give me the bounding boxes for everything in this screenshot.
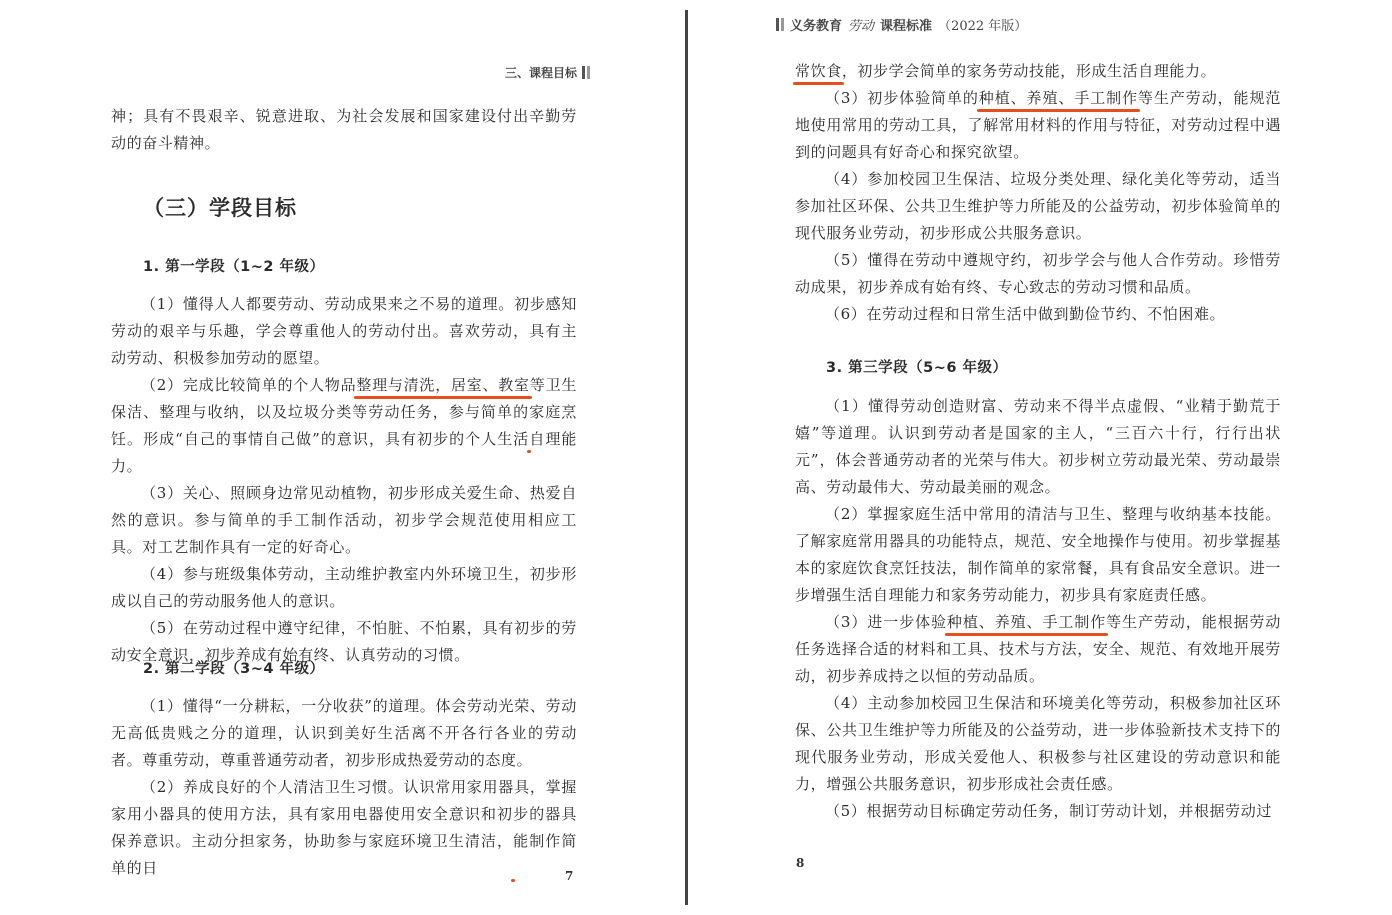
section-title: （三）学段目标 xyxy=(143,195,297,220)
stage3-p2: （2）掌握家庭生活中常用的清洁与卫生、整理与收纳基本技能。了解家庭常用器具的功能特点，规范、安全地操作与使用。初步掌握基本的家庭饮食烹饪技法，制作简单的家常餐，具有食品安全意识。进一步增强生活自理能力和家务劳动能力，初步具有家庭责任感。 xyxy=(795,505,1281,604)
stage2-p1: （1）懂得“一分耕耘，一分收获”的道理。体会劳动光荣、劳动无高低贵贱之分的道理，认识到美好生活离不开各行各业的劳动者。尊重劳动，尊重普通劳动者，初步形成热爱劳动的态度。 xyxy=(111,697,577,769)
stage2-p2: （2）养成良好的个人清洁卫生习惯。认识常用家用器具，掌握家用小器具的使用方法，具有家用电器使用安全意识和初步的器具保养意识。主动分担家务，协助参与家庭环境卫生清洁，能制作简单的日 xyxy=(111,778,577,877)
stage3-p1: （1）懂得劳动创造财富、劳动来不得半点虚假、“业精于勤荒于嬉”等道理。认识到劳动者是国家的主人，“三百六十行，行行出状元”，体会普通劳动者的光荣与伟大。初步树立劳动最光荣、劳动最崇高、劳动最伟大、劳动最美丽的观念。 xyxy=(795,397,1281,496)
header-book-type: 课程标准 xyxy=(880,19,933,34)
stage1-paragraphs xyxy=(111,291,577,669)
stage1-p5: （5）在劳动过程中遵守纪律，不怕脏、不怕累，具有初步的劳动安全意识，初步养成有始有终、认真劳动的习惯。 xyxy=(111,619,577,664)
left-page xyxy=(0,0,686,915)
stage2-p6: （6）在劳动过程和日常生活中做到勤俭节约、不怕困难。 xyxy=(825,305,1226,323)
underline-highlight: 家庭烹饪 xyxy=(111,403,577,448)
stage3-p5: （5）根据劳动目标确定劳动任务，制订劳动计划，并根据劳动过 xyxy=(825,802,1272,820)
underline-highlight: 整理与清洗，居室、教室 xyxy=(356,376,530,394)
underline-highlight: 能制作简单的日 xyxy=(111,832,577,877)
stage3-p3: （3）进一步体验种植、养殖、手工制作等生产劳动，能根据劳动任务选择合适的材料和工具、技术与方法，安全、规范、有效地开展劳动，初步养成持之以恒的劳动品质。 xyxy=(795,613,1281,685)
stage2-p3: （3）初步体验简单的种植、养殖、手工制作等生产劳动，能规范地使用常用的劳动工具，了解常用材料的作用与特征，对劳动过程中遇到的问题具有好奇心和探究欲望。 xyxy=(795,89,1281,161)
running-header-right xyxy=(776,15,1027,34)
header-bars-icon xyxy=(776,18,784,31)
stage2-p4: （4）参加校园卫生保洁、垃圾分类处理、绿化美化等劳动，适当参加社区环保、公共卫生维护等力所能及的公益劳动，初步体验简单的现代服务业劳动，初步形成公共服务意识。 xyxy=(795,170,1281,242)
intro-paragraph: 神；具有不畏艰辛、锐意进取、为社会发展和国家建设付出辛勤劳动的奋斗精神。 xyxy=(111,107,577,152)
stage1-p2: （2）完成比较简单的个人物品整理与清洗，居室、教室等卫生保洁、整理与收纳，以及垃圾分类等劳动任务，参与简单的家庭烹饪。形成“自己的事情自己做”的意识，具有初步的个人生活自理能力。 xyxy=(111,376,577,475)
stage2-p5: （5）懂得在劳动中遵规守约，初步学会与他人合作劳动。珍惜劳动成果，初步养成有始有终、专心致志的劳动习惯和品质。 xyxy=(795,251,1281,296)
running-header-left xyxy=(505,64,590,81)
header-book-title: 义务教育 xyxy=(790,19,843,34)
header-bars-icon xyxy=(582,66,590,79)
stage3-title: 3. 第三学段（5~6 年级） xyxy=(826,360,1008,376)
underline-highlight: 种植、养殖、手工制作 xyxy=(978,89,1139,107)
stage1-p4: （4）参与班级集体劳动，主动维护教室内外环境卫生，初步形成以自己的劳动服务他人的意识。 xyxy=(111,565,577,610)
stage1-title: 1. 第一学段（1~2 年级） xyxy=(143,259,325,275)
continued-paragraph: 常饮食，初步学会简单的家务劳动技能，形成生活自理能力。 xyxy=(795,62,1217,80)
stage3-paragraphs xyxy=(795,393,1281,825)
header-edition: （2022 年版） xyxy=(938,19,1028,34)
stage2-paragraphs xyxy=(111,693,577,882)
underline-highlight: 常饮食 xyxy=(795,62,842,80)
page-number-left: 7 xyxy=(565,869,574,883)
page-number-right: 8 xyxy=(796,856,805,870)
underline-highlight: 种植、养殖、手工制作 xyxy=(946,613,1107,631)
stage3-p4: （4）主动参加校园卫生保洁和环境美化等劳动，积极参加社区环保、公共卫生维护等力所能及的公益劳动，进一步体验新技术支持下的现代服务业劳动，形成关爱他人、积极参与社区建设的劳动意识和能力，增强公共服务意识，初步形成社会责任感。 xyxy=(795,694,1281,793)
page-divider xyxy=(685,10,688,905)
stage1-p1: （1）懂得人人都要劳动、劳动成果来之不易的道理。初步感知劳动的艰辛与乐趣，学会尊重他人的劳动付出。喜欢劳动，具有主动劳动、积极参加劳动的愿望。 xyxy=(111,295,577,367)
header-left-text: 三、课程目标 xyxy=(505,66,578,80)
stage1-p3: （3）关心、照顾身边常见动植物，初步形成关爱生命、热爱自然的意识。参与简单的手工制作活动，初步学会规范使用相应工具。对工艺制作具有一定的好奇心。 xyxy=(111,484,577,556)
stage2-title: 2. 第二学段（3~4 年级） xyxy=(143,661,325,677)
right-paragraphs-top xyxy=(795,58,1281,328)
header-subject: 劳动 xyxy=(848,19,875,34)
